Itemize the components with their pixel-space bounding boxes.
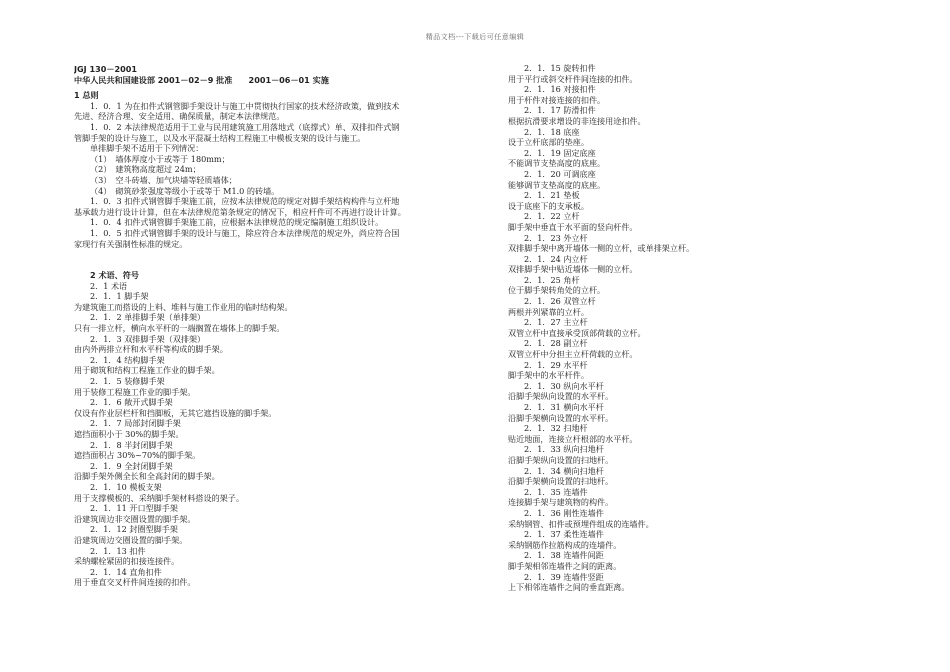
definition-line: 用于装修工程施工作业的脚手架。 [74,386,196,397]
definition-line: 双管立杆中分担主立杆荷载的立杆。 [508,349,638,360]
definition-line: 遮挡面积小于 30%的脚手架。 [74,429,184,439]
section2-left-body [74,281,470,588]
definition-line: 只有一排立杆，横向水平杆的一端搁置在墙体上的脚手架。 [74,323,285,334]
paragraph-line: 单排脚手架不适用于下列情况： [90,143,204,154]
definition-line: 2．1．13 扣件 [90,545,146,556]
definition-line: 2．1．39 连墙件竖距 [524,571,604,582]
standard-code: JGJ 130－2001 [74,64,137,74]
definition-line: 遮挡面积占 30%~70%的脚手架。 [74,450,201,461]
definition-line: 设于底座下的支承板。 [508,200,589,211]
definition-line: 上下相邻连墙件之间的垂直距离。 [508,582,630,593]
definition-line: 采纳钢筋作拉筋构成的连墙件。 [508,539,622,550]
definition-line: 贴近地面，连接立杆根部的水平杆。 [508,433,638,444]
definition-line: 2．1．14 直角扣件 [90,566,162,577]
paragraph-line: （2） 建筑物高度超过 24m； [90,164,201,175]
definition-line: 沿建筑周边交圈设置的脚手架。 [74,534,188,545]
definition-line: 设于立杆底部的垫座。 [508,137,589,148]
watermark-text: 精品文档---下载后可任意编辑 [425,33,525,41]
definition-line: 2．1．38 连墙件间距 [524,550,604,561]
definition-line: 沿脚手架纵向设置的水平杆。 [508,391,614,402]
definition-line: 2．1．34 横向扫地杆 [524,465,604,476]
definition-line: 2．1．32 扫地杆 [524,423,588,434]
definition-line: 2．1．31 横向水平杆 [524,402,604,412]
definition-line: 沿脚手架外侧全长和全高封闭的脚手架。 [74,471,220,482]
paragraph-line: 1．0．5 扣件式钢管脚手架的设计与施工，除应符合本法律规范的规定外，尚应符合国 [90,227,400,238]
definition-line: 2．1．8 半封闭脚手架 [90,439,173,450]
definition-line: 为建筑施工而搭设的上料、堆料与施工作业用的临时结构架。 [74,301,293,312]
paragraph-line: （4） 砌筑砂浆强度等级小于或等于 M1.0 的砖墙。 [90,185,280,196]
paragraph-line: 基承载力进行设计计算，但在本法律规范第条规定的情况下，相应杆件可不再进行设计计算。 [74,206,406,217]
definition-line: 2．1．23 外立杆 [524,232,588,243]
definition-line: 2．1．6 敞开式脚手架 [90,397,173,408]
definition-line: 脚手架中垂直于水平面的竖向杆件。 [508,221,638,232]
approval-line: 中华人民共和国建设部 2001－02－9 批准 2001－06－01 实施 [74,74,329,85]
definition-line: 不能调节支垫高度的底座。 [508,158,606,169]
definition-line: 由内外两排立杆和水平杆等构成的脚手架。 [74,344,228,355]
definition-line: 2．1．29 水平杆 [524,359,588,370]
definition-line: 双管立杆中直接承受顶部荷载的立杆。 [508,327,646,338]
definition-line: 位于脚手架转角处的立杆。 [508,285,606,296]
definition-line: 用于砌筑和结构工程施工作业的脚手架。 [74,365,220,376]
definition-line: 2．1．18 底座 [524,126,580,137]
definition-line: 沿脚手架横向设置的水平杆。 [508,412,614,423]
definition-line: 2．1．11 开口型脚手架 [90,503,178,514]
definition-line: 2．1．4 结构脚手架 [90,354,165,365]
definition-line: 用于支撑模板的、采纳脚手架材料搭设的架子。 [74,492,244,503]
definition-line: 2．1．16 对接扣件 [524,84,596,95]
definition-line: 双排脚手架中贴近墙体一侧的立杆。 [508,264,638,275]
definition-line: 用于杆件对接连接的扣件。 [508,94,606,105]
definition-line: 2．1．33 纵向扫地杆 [524,444,604,455]
definition-line: 沿脚手架横向设置的扫地杆。 [508,476,614,487]
definition-line: 2．1．24 内立杆 [524,253,588,264]
definition-line: 2．1．15 旋转扣件 [524,63,596,73]
definition-line: 2．1．12 封圈型脚手架 [90,524,178,535]
paragraph-line: 先进、经济合理、安全适用、确保质量，制定本法律规范。 [74,111,285,122]
definition-line: 2．1．17 防滑扣件 [524,105,596,116]
definition-line: 2．1．35 连墙件 [524,486,588,497]
paragraph-line: 管脚手架的设计与施工，以及水平混凝土结构工程施工中模板支架的设计与施工。 [74,132,366,143]
paragraph-line: 1．0．1 为在扣件式钢管脚手架设计与施工中贯彻执行国家的技术经济政策，做到技术 [90,100,400,111]
definition-line: 沿建筑周边非交圈设置的脚手架。 [74,513,196,524]
definition-line: 2．1．25 角杆 [524,274,580,285]
definition-line: 采纳钢管、扣件或预埋件组成的连墙件。 [508,518,654,529]
definition-line: 2．1．21 垫板 [524,190,580,201]
definition-line: 仅设有作业层栏杆和挡脚板，无其它遮挡设施的脚手架。 [74,407,277,418]
definition-line: 根据抗滑要求增设的非连接用途扣件。 [508,115,646,126]
section1-body [74,101,470,249]
definition-line: 用于平行或斜交杆件间连接的扣件。 [508,73,638,84]
definition-line: 2．1．36 刚性连墙件 [524,507,604,518]
definition-line: 2．1．28 副立杆 [524,338,588,349]
paragraph-line: 1．0．4 扣件式钢管脚手架施工前，应根据本法律规范的规定编制施工组织设计。 [90,217,384,228]
definition-line: 2．1．10 模板支架 [90,481,162,492]
definition-line: 双排脚手架中离开墙体一侧的立杆，或单排架立杆。 [508,243,695,254]
definition-line: 2．1．37 柔性连墙件 [524,529,604,540]
section2-right-body [508,63,888,593]
definition-line: 脚手架相邻连墙件之间的距离。 [508,560,622,571]
definition-line: 2．1．22 立杆 [524,211,580,222]
paragraph-line: （1） 墙体厚度小于或等于 180mm； [90,153,230,164]
definition-line: 2．1．1 脚手架 [90,291,149,302]
definition-line: 2．1．20 可调底座 [524,168,596,179]
definition-line: 2．1．19 固定底座 [524,147,596,158]
definition-line: 2．1．26 双管立杆 [524,296,596,307]
paragraph-line: 1．0．2 本法律规范适用于工业与民用建筑施工用落地式（底撑式）单、双排扣件式钢 [90,121,400,132]
definition-line: 两根并列紧靠的立杆。 [508,306,589,317]
section2-title: 2 术语、符号 [90,270,139,281]
definition-line: 2．1．5 装修脚手架 [90,376,165,387]
definition-line: 2．1．30 纵向水平杆 [524,380,604,391]
paragraph-line: （3） 空斗砖墙、加气块墙等轻质墙体； [90,174,237,185]
definition-line: 能够调节支垫高度的底座。 [508,179,606,190]
definition-line: 2．1．7 局部封闭脚手架 [90,418,181,429]
definition-line: 2．1．27 主立杆 [524,317,588,328]
definition-line: 2．1．9 全封闭脚手架 [90,460,173,471]
definition-line: 2．1．2 单排脚手架（单排架） [90,312,206,323]
definition-line: 用于垂直交叉杆件间连接的扣件。 [74,577,196,588]
definition-line: 沿脚手架纵向设置的扫地杆。 [508,454,614,465]
definition-line: 采纳螺栓紧固的扣接连接件。 [74,556,180,567]
section1-title: 1 总则 [74,90,99,101]
left-column [74,64,470,588]
definition-line: 2．1 术语 [90,280,128,291]
definition-line: 2．1．3 双排脚手架（双排架） [90,333,206,344]
definition-line: 脚手架中的水平杆件。 [508,370,589,381]
right-column [508,63,888,593]
definition-line: 连接脚手架与建筑物的构件。 [508,497,614,508]
paragraph-line: 1．0．3 扣件式钢管脚手架施工前，应按本法律规范的规定对脚手架结构构件与立杆地 [90,196,400,207]
paragraph-line: 家现行有关强制性标准的规定。 [74,238,188,249]
